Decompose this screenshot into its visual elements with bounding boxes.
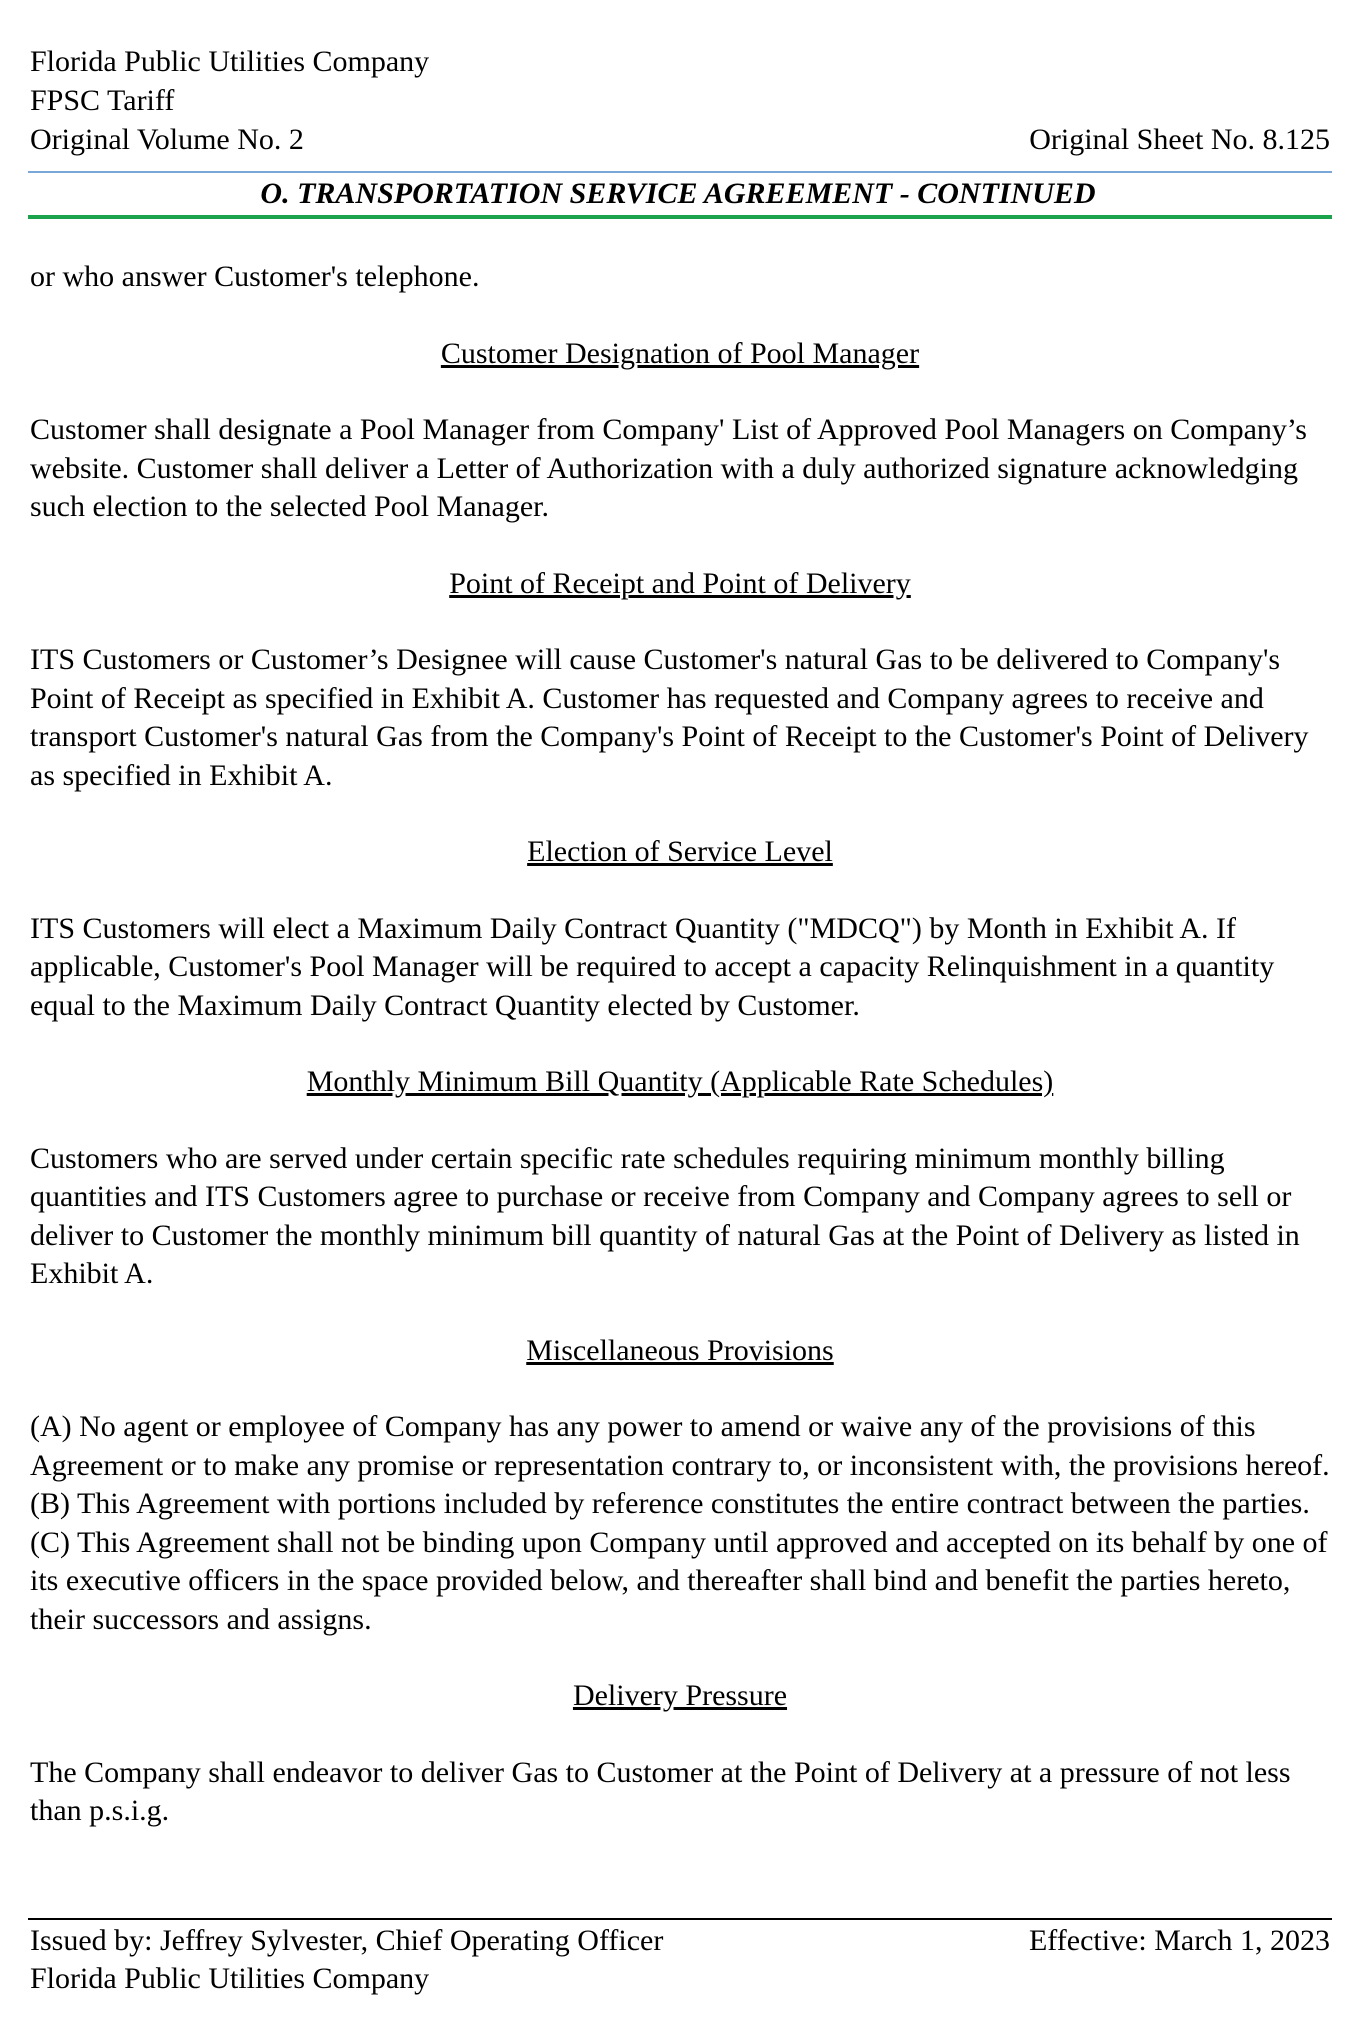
heading-delivery-pressure: Delivery Pressure <box>572 1679 788 1712</box>
footer-divider <box>28 1918 1332 1920</box>
footer-effective-date: Effective: March 1, 2023 <box>1028 1924 1330 1957</box>
paragraph-service-level: ITS Customers will elect a Maximum Daily Contract Quantity ("MDCQ") by Month in Exhibit A. If applicable, Customer's Pool Manager will be required to accept a capacity Relinquishment in a quantity equal to the Maximum Daily Contract Quantity elected by Customer. <box>30 911 1275 1022</box>
header-divider <box>28 171 1332 173</box>
intro-paragraph: or who answer Customer's telephone. <box>30 260 480 293</box>
header-volume-row <box>30 120 1330 159</box>
section-title: O. TRANSPORTATION SERVICE AGREEMENT - CONTINUED <box>260 177 1096 210</box>
heading-service-level: Election of Service Level <box>527 835 833 868</box>
header-sheet-number: Original Sheet No. 8.125 <box>1029 123 1330 156</box>
paragraph-delivery-pressure: The Company shall endeavor to deliver Gas to Customer at the Point of Delivery at a pressure of not less than p.s.i.g. <box>30 1755 1291 1827</box>
heading-point-of-receipt: Point of Receipt and Point of Delivery <box>449 566 911 600</box>
footer-issued-by: Issued by: Jeffrey Sylvester, Chief Operating Officer <box>30 1924 664 1957</box>
header-tariff: FPSC Tariff <box>30 84 175 117</box>
header-volume: Original Volume No. 2 <box>30 123 304 156</box>
paragraph-minimum-bill: Customers who are served under certain specific rate schedules requiring minimum monthly billing quantities and ITS Customers agree to purchase or receive from Company and Company agrees to sell or deliver to Customer the monthly minimum bill quantity of natural Gas at the Point of Delivery as listed in Exhibit A. <box>30 1141 1300 1290</box>
heading-pool-manager: Customer Designation of Pool Manager <box>440 336 920 370</box>
footer-company: Florida Public Utilities Company <box>30 1962 430 1995</box>
page-footer <box>30 1922 1330 1998</box>
header-company: Florida Public Utilities Company <box>30 45 430 78</box>
section-divider <box>28 215 1332 219</box>
paragraph-pool-manager: Customer shall designate a Pool Manager from Company' List of Approved Pool Managers on Company’s website. Customer shall deliver a Letter of Authorization with a duly authorized signature acknowledging such election to the selected Pool Manager. <box>30 413 1307 523</box>
footer-issued-row <box>30 1922 1330 1960</box>
heading-miscellaneous: Miscellaneous Provisions <box>526 1333 834 1367</box>
paragraph-point-of-receipt: ITS Customers or Customer’s Designee will cause Customer's natural Gas to be delivered to Company's Point of Receipt as specified in Exhibit A. Customer has requested and Company agrees to receive and transport Customer's natural Gas from the Company's Point of Receipt to the Customer's Point of Delivery as specified in Exhibit A. <box>30 643 1309 792</box>
page-header <box>30 42 1330 159</box>
heading-minimum-bill: Monthly Minimum Bill Quantity (Applicable Rate Schedules) <box>306 1065 1054 1098</box>
document-body <box>30 258 1330 1869</box>
paragraph-miscellaneous: (A) No agent or employee of Company has any power to amend or waive any of the provisions of this Agreement or to make any promise or representation contrary to, or inconsistent with, the provisions hereof. (B) This Agreement with portions included by reference constitutes the entire contract between the parties. (C) This Agreement shall not be binding upon Company until approved and accepted on its behalf by one of its executive officers in the space provided below, and thereafter shall bind and benefit the parties hereto, their successors and assigns. <box>30 1410 1330 1636</box>
footer-company-row <box>30 1960 1330 1998</box>
